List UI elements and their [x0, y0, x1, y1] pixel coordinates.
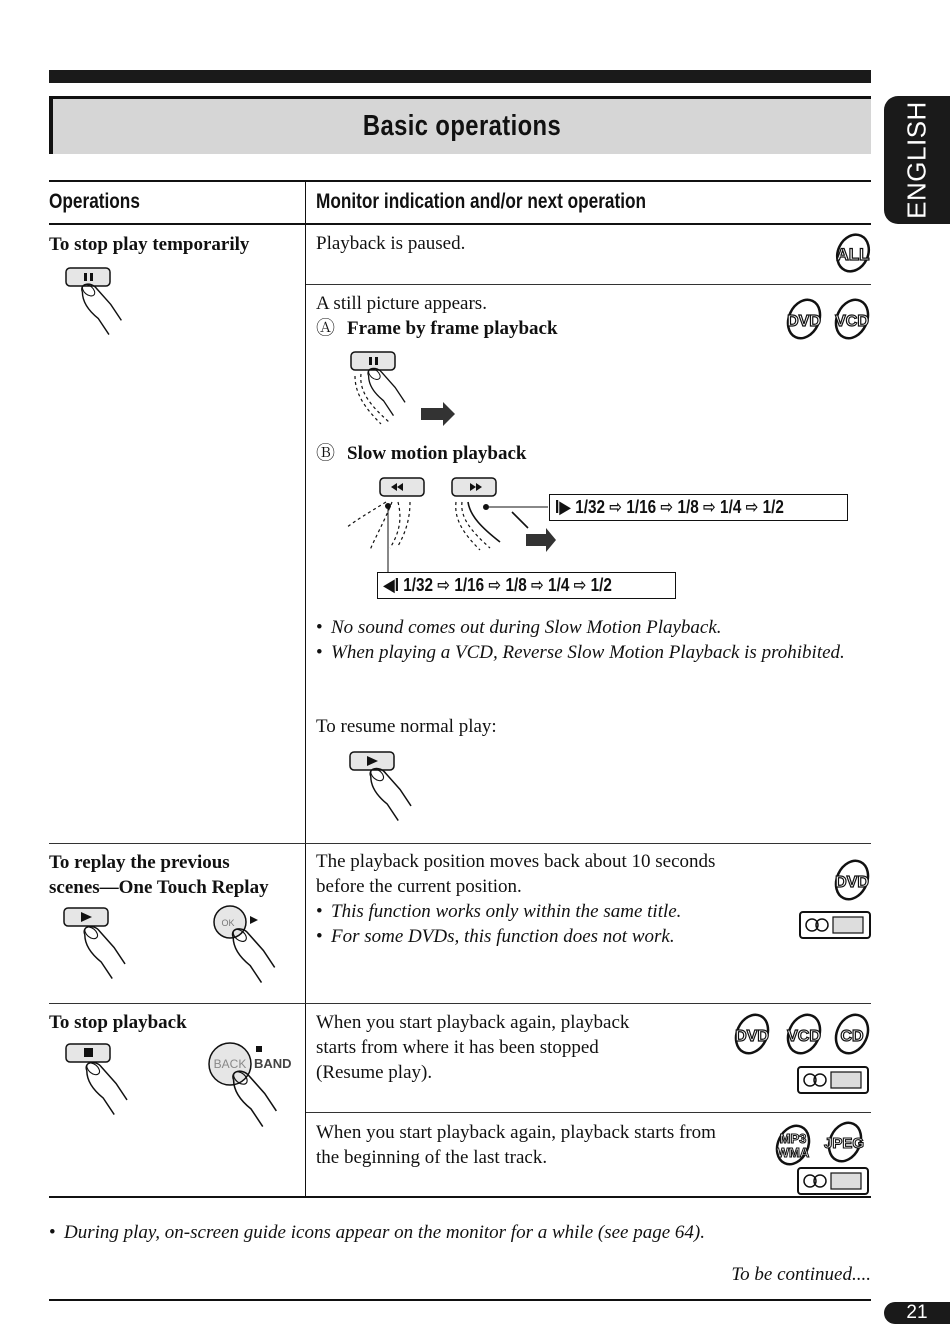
stop-text-line3: (Resume play). [316, 1062, 433, 1083]
band-label: BAND [254, 1056, 292, 1071]
dvd-badge-label: DVD [787, 313, 821, 330]
note-text: No sound comes out during Slow Motion Playback. [331, 617, 722, 638]
table-top-rule [49, 180, 871, 182]
dvd-disc-badge [783, 297, 825, 341]
ok-button-replay-illustration [210, 902, 290, 988]
forward-slow-sequence [549, 494, 848, 521]
page-number: 21 [884, 1302, 950, 1324]
play-button-replay-illustration [60, 904, 140, 984]
top-rule [49, 70, 871, 83]
row-divider-2 [49, 1003, 871, 1004]
slow-motion-note-1 [316, 615, 846, 640]
unit-remote-icon [797, 1066, 869, 1094]
vcd-disc-badge [831, 297, 873, 341]
language-label: ENGLISH [901, 101, 932, 219]
paused-text: Playback is paused. [316, 233, 466, 254]
to-be-continued: To be continued.... [731, 1264, 871, 1285]
table-bottom-rule [49, 1196, 871, 1198]
row3-sub-divider [306, 1112, 871, 1113]
pause-button-press-illustration [62, 264, 132, 342]
op-one-touch-replay-line2: scenes—One Touch Replay [49, 877, 269, 898]
cd-badge-label: CD [840, 1028, 864, 1045]
op-one-touch-replay-line1: To replay the previous [49, 852, 230, 873]
stop-text2-line1: When you start playback again, playback starts from [316, 1122, 716, 1143]
vcd-disc-badge [783, 1012, 825, 1056]
wma-badge-label: WMA [776, 1145, 810, 1160]
all-badge-label: ALL [836, 245, 870, 264]
mp3-badge-label: MP3 [779, 1131, 807, 1146]
row-divider-1 [49, 843, 871, 844]
page-title-box [49, 96, 871, 154]
replay-text-line2: before the current position. [316, 876, 522, 897]
slow-motion-label: Slow motion playback [347, 443, 527, 464]
col-header-monitor: Monitor indication and/or next operation [316, 190, 647, 213]
op-stop-temporarily: To stop play temporarily [49, 234, 250, 255]
column-divider [305, 181, 306, 1197]
slow-marker: Ⓑ [316, 443, 336, 464]
bullet: • [316, 901, 323, 922]
frame-by-frame-illustration [345, 348, 463, 428]
vcd-badge-label: VCD [835, 313, 869, 330]
slow-motion-note-2 [316, 640, 846, 665]
slow-motion-illustration [340, 472, 560, 582]
replay-note-2 [316, 924, 786, 949]
unit-remote-icon [797, 1167, 869, 1195]
footer-note [49, 1220, 871, 1245]
resume-text: To resume normal play: [316, 716, 497, 737]
reverse-slow-sequence [377, 572, 676, 599]
note-text: This function works only within the same title. [331, 901, 682, 922]
bullet: • [316, 617, 323, 638]
dvd-badge-label: DVD [735, 1028, 769, 1045]
vcd-badge-label: VCD [787, 1028, 821, 1045]
footer-rule [49, 1299, 871, 1301]
op-stop-playback: To stop playback [49, 1012, 187, 1033]
note-text: For some DVDs, this function does not work. [331, 926, 675, 947]
jpeg-disc-badge [819, 1120, 869, 1164]
stop-text2-line2: the beginning of the last track. [316, 1147, 548, 1168]
replay-text-line1: The playback position moves back about 10 seconds [316, 851, 716, 872]
stop-text-line1: When you start playback again, playback [316, 1012, 630, 1033]
bullet: • [316, 926, 323, 947]
language-tab [884, 96, 950, 224]
bullet: • [316, 642, 323, 663]
jpeg-badge-label: JPEG [823, 1135, 865, 1152]
col-header-operations: Operations [49, 190, 140, 213]
cd-disc-badge [831, 1012, 873, 1056]
ok-label: OK [221, 918, 235, 928]
unit-remote-icon [799, 911, 871, 939]
stop-button-press-illustration [62, 1040, 142, 1120]
note-text: When playing a VCD, Reverse Slow Motion Playback is prohibited. [331, 642, 845, 663]
frame-by-frame-label: Frame by frame playback [347, 318, 558, 339]
page-title: Basic operations [362, 110, 562, 142]
frame-marker: Ⓐ [316, 318, 336, 339]
row1-sub-divider [306, 284, 871, 285]
play-button-press-illustration [344, 746, 424, 826]
dvd-disc-badge [731, 1012, 773, 1056]
replay-note-1 [316, 899, 786, 924]
forward-slow-sequence-text: I▶ 1/32 ⇨ 1/16 ⇨ 1/8 ⇨ 1/4 ⇨ 1/2 [555, 497, 784, 517]
footer-note-text: During play, on-screen guide icons appear on the monitor for a while (see page 64). [64, 1222, 705, 1243]
still-picture-text: A still picture appears. [316, 293, 487, 314]
dvd-badge-label: DVD [835, 874, 869, 891]
header-rule [49, 223, 871, 225]
back-band-button-illustration [206, 1040, 296, 1130]
stop-text-line2: starts from where it has been stopped [316, 1037, 599, 1058]
bullet: • [49, 1222, 56, 1243]
all-disc-badge [835, 232, 871, 274]
mp3-wma-disc-badge [773, 1122, 813, 1168]
reverse-slow-sequence-text: ◀I 1/32 ⇨ 1/16 ⇨ 1/8 ⇨ 1/4 ⇨ 1/2 [383, 575, 612, 595]
back-label: BACK [213, 1057, 247, 1071]
dvd-disc-badge [831, 858, 873, 902]
